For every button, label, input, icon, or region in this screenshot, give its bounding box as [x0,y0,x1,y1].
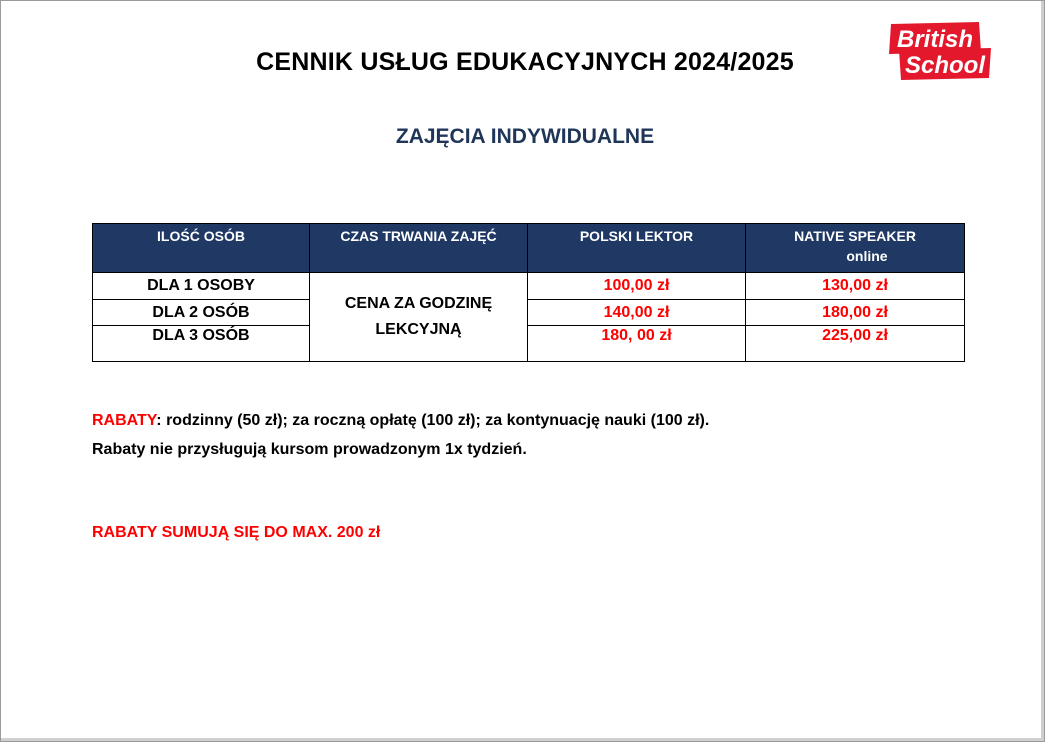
header-duration: CZAS TRWANIA ZAJĘĆ [310,224,528,273]
discounts-label: RABATY [92,412,157,429]
cell-polski-price: 180, 00 zł [528,326,746,362]
cell-native-price: 180,00 zł [746,300,965,326]
discounts-note [92,412,709,430]
header-persons: ILOŚĆ OSÓB [93,224,310,273]
header-native-speaker [746,224,965,273]
price-table [92,223,965,362]
page-title: CENNIK USŁUG EDUKACYJNYCH 2024/2025 [256,48,794,76]
discounts-restriction-note: Rabaty nie przysługują kursom prowadzonym 1x tydzień. [92,441,527,458]
header-polski-lektor: POLSKI LEKTOR [528,224,746,273]
cell-native-price: 225,00 zł [746,326,965,362]
cell-polski-price: 100,00 zł [528,273,746,300]
duration-text: CENA ZA GODZINĘ LEKCYJNĄ [344,295,493,338]
discounts-max-note: RABATY SUMUJĄ SIĘ DO MAX. 200 zł [92,524,381,541]
cell-polski-price: 140,00 zł [528,300,746,326]
logo-line1: British [896,26,974,53]
header-native-online: online [846,248,888,264]
table-row [93,326,965,362]
cell-native-price: 130,00 zł [746,273,965,300]
cell-persons: DLA 1 OSOBY [93,273,310,300]
discounts-text: : rodzinny (50 zł); za roczną opłatę (100 zł); za kontynuację nauki (100 zł). [156,412,710,429]
table-header-row [93,224,965,273]
table-row [93,300,965,326]
header-native-label: NATIVE SPEAKER [794,228,916,244]
cell-persons: DLA 3 OSÓB [93,326,310,362]
section-subtitle: ZAJĘCIA INDYWIDUALNE [395,125,655,148]
cell-duration [310,273,528,362]
logo-line2: School [904,52,986,79]
table-row [93,273,965,300]
british-school-logo [885,22,993,80]
cell-persons: DLA 2 OSÓB [93,300,310,326]
